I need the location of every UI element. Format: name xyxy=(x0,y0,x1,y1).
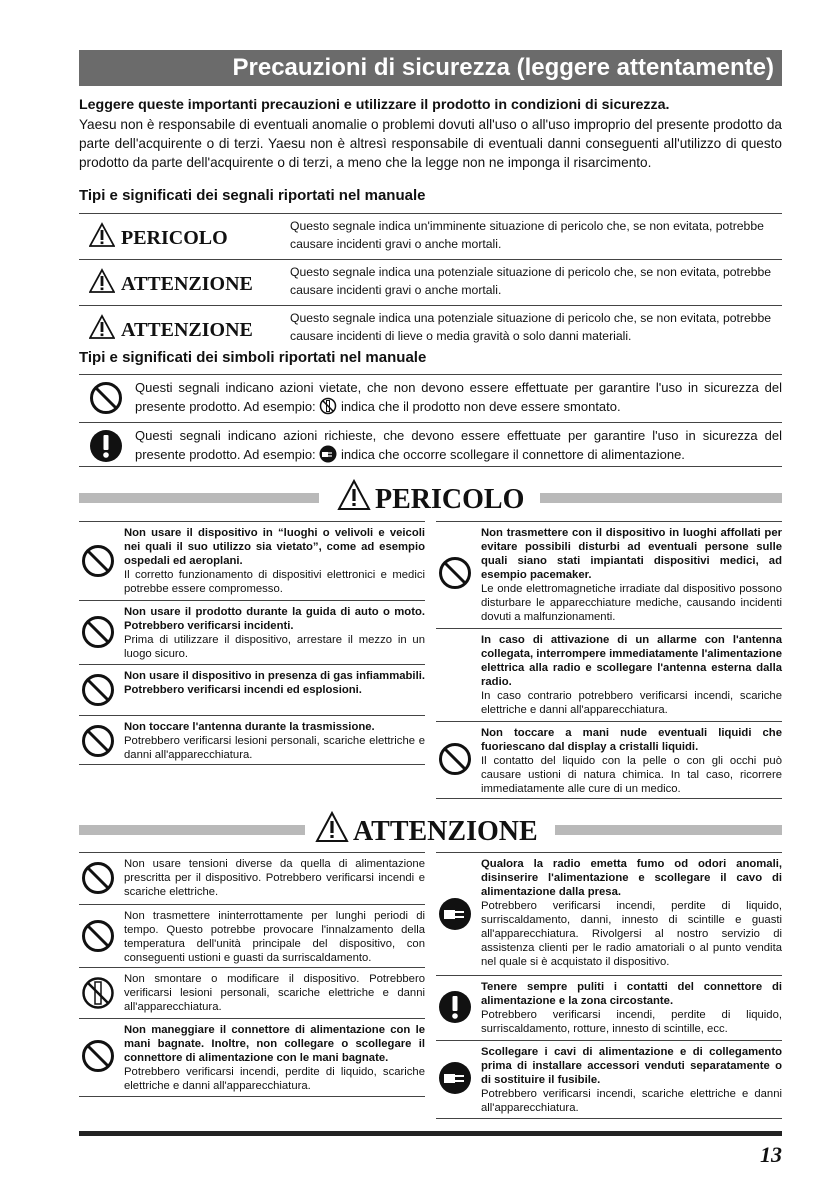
prohibition-icon xyxy=(81,673,115,711)
symbol-prohibited-example: indica che il prodotto non deve essere smontato. xyxy=(340,399,621,414)
prohibition-icon xyxy=(81,919,115,957)
list-item: Tenere sempre puliti i contatti del connettore di alimentazione e la zona circostante. Potrebbero verificarsi incendi, perdite di liquido, surriscaldamento, rotture, innesto di scintille, ecc. xyxy=(436,975,782,1040)
page-title: Precauzioni di sicurezza (leggere attentamente) xyxy=(79,50,782,86)
list-item: In caso di attivazione di un allarme con l'antenna collegata, interrompere immediatamente l'alimentazione elettrica alla radio e scollegare l'antenna esterna dalla radio. In caso contrario potrebbero verificarsi incendi, scariche elettriche e danni all'apparecchiatura. xyxy=(436,628,782,721)
caution-right-column xyxy=(436,852,782,1119)
list-item: Scollegare i cavi di alimentazione e di collegamento prima di installare accessori venduti separatamente o di sostituire il fusibile. Potrebbero verificarsi incendi, scariche elettriche e danni all'apparecchiatura. xyxy=(436,1040,782,1119)
intro-section xyxy=(79,95,782,172)
list-item: Qualora la radio emetta fumo od odori anomali, disinserire l'alimentazione e scollegare il cavo di alimentazione dalla presa. Potrebbero verificarsi incendi, perdite di liquido, surriscaldamento, danni, innesto di scintille e guasti all'apparecchiatura. Rivolgersi al nostro servizio di assistenza clienti per le radio amatoriali o al punto vendita nel quale si è acquistato il dispositivo. xyxy=(436,852,782,975)
signals-table xyxy=(79,213,782,351)
symbol-prohibited-text: Questi segnali indicano azioni vietate, che non devono essere effettuate per garantire l'uso in sicurezza del presente prodotto. Ad esempio: xyxy=(135,380,782,414)
signal-text: Questo segnale indica una potenziale situazione di pericolo che, se non evitata, potrebbe causare incidenti gravi o anche mortali. xyxy=(290,260,782,306)
prohibition-icon xyxy=(81,615,115,653)
list-item: Non trasmettere con il dispositivo in luoghi affollati per evitare possibili disturbi ad eventuali persone sulle quali siano stati impiantati dispositivi medici, ad esempio pacemaker. Le onde elettromagnetiche irradiate dal dispositivo possono disturbare le apparecchiature mediche, causando incidenti dovuti a malfunzionamenti. xyxy=(436,521,782,628)
page-number: 13 xyxy=(760,1142,782,1167)
mandatory-icon xyxy=(438,990,472,1028)
prohibition-icon xyxy=(81,861,115,899)
list-item: Non usare il prodotto durante la guida di auto o moto. Potrebbero verificarsi incidenti. Prima di utilizzare il dispositivo, arrestare il mezzo in un luogo sicuro. xyxy=(79,600,425,664)
warning-triangle-icon xyxy=(337,479,371,511)
danger-banner-label: PERICOLO xyxy=(375,484,525,515)
signal-name: ATTENZIONE xyxy=(121,319,253,341)
list-item: Non smontare o modificare il dispositivo. Potrebbero verificarsi lesioni personali, scariche elettriche e danni all'apparecchiatura. xyxy=(79,967,425,1018)
symbol-required-text: Questi segnali indicano azioni richieste, che devono essere effettuate per garantire l'uso in sicurezza del presente prodotto. Ad esempio: xyxy=(135,428,782,462)
no-disassembly-icon xyxy=(319,397,337,415)
signal-text: Questo segnale indica una potenziale situazione di pericolo che, se non evitata, potrebbe causare incidenti di lieve o media gravità o solo danni materiali. xyxy=(290,306,782,352)
list-item: Non toccare l'antenna durante la trasmissione. Potrebbero verificarsi lesioni personali, scariche elettriche e danni all'apparecchiatura. xyxy=(79,715,425,765)
symbol-prohibited-row xyxy=(79,374,782,422)
no-disassembly-icon xyxy=(81,976,115,1014)
intro-lead: Leggere queste importanti precauzioni e utilizzare il prodotto in condizioni di sicurezza. xyxy=(79,97,670,113)
list-item: Non toccare a mani nude eventuali liquidi che fuoriescano dal display a cristalli liquidi. Il contatto del liquido con la pelle o con gli occhi può causare ustioni di natura chimica. In tal caso, ricorrere immediatamente alle cure di un medico. xyxy=(436,721,782,799)
prohibition-icon xyxy=(89,381,123,420)
signal-name: ATTENZIONE xyxy=(121,273,253,295)
mandatory-icon xyxy=(89,429,123,468)
caution-left-column xyxy=(79,852,425,1097)
signal-text: Questo segnale indica un'imminente situazione di pericolo che, se non evitata, potrebbe causare incidenti gravi o anche mortali. xyxy=(290,214,782,260)
signal-name: PERICOLO xyxy=(121,227,228,249)
prohibition-icon xyxy=(81,544,115,582)
caution-banner-label: ATTENZIONE xyxy=(353,816,538,847)
caution-banner xyxy=(79,811,782,847)
symbol-required-example: indica che occorre scollegare il connettore di alimentazione. xyxy=(340,447,685,462)
warning-triangle-icon xyxy=(89,222,115,254)
prohibition-icon xyxy=(81,724,115,762)
warning-triangle-icon xyxy=(315,811,349,843)
list-item: Non maneggiare il connettore di alimentazione con le mani bagnate. Inoltre, non collegare o scollegare il connettore di alimentazione con le mani bagnate. Potrebbero verificarsi incendi, perdite di liquido, scariche elettriche e danni all'apparecchiatura. xyxy=(79,1018,425,1097)
warning-triangle-icon xyxy=(89,314,115,346)
warning-triangle-icon xyxy=(89,268,115,300)
footer-rule xyxy=(79,1131,782,1136)
list-item: Non usare tensioni diverse da quella di alimentazione prescritta per il dispositivo. Potrebbero verificarsi incendi e scariche elettriche. xyxy=(79,852,425,904)
danger-banner xyxy=(79,479,782,515)
symbols-heading: Tipi e significati dei simboli riportati nel manuale xyxy=(79,349,427,366)
unplug-icon xyxy=(438,1061,472,1099)
list-item: Non usare il dispositivo in presenza di gas infiammabili. Potrebbero verificarsi incendi ed esplosioni. xyxy=(79,664,425,715)
intro-body: Yaesu non è responsabile di eventuali anomalie o problemi dovuti all'uso o all'uso improprio del presente prodotto da parte dell'acquirente o di terzi. Yaesu non è altresì responsabile di eventuali danni conseguenti all'utilizzo di questo prodotto da parte dell'acquirente o di terzi, a meno che la legge non ne imponga il risarcimento. xyxy=(79,117,782,170)
prohibition-icon xyxy=(81,1039,115,1077)
danger-right-column xyxy=(436,521,782,799)
symbol-required-row xyxy=(79,422,782,467)
prohibition-icon xyxy=(438,556,472,594)
unplug-icon xyxy=(438,897,472,935)
unplug-icon xyxy=(319,445,337,463)
list-item: Non trasmettere ininterrottamente per lunghi periodi di tempo. Questo potrebbe provocare l'innalzamento della temperatura dell'unità principale del dispositivo, con conseguenti ustioni e guasti da surriscaldamento. xyxy=(79,904,425,967)
prohibition-icon xyxy=(438,742,472,780)
list-item: Non usare il dispositivo in “luoghi o velivoli e veicoli nei quali il suo utilizzo sia vietato”, come ad esempio ospedali ed aeroplani. Il corretto funzionamento di dispositivi elettronici e medici potrebbe essere compromesso. xyxy=(79,521,425,600)
signals-heading: Tipi e significati dei segnali riportati nel manuale xyxy=(79,187,426,204)
danger-left-column xyxy=(79,521,425,765)
